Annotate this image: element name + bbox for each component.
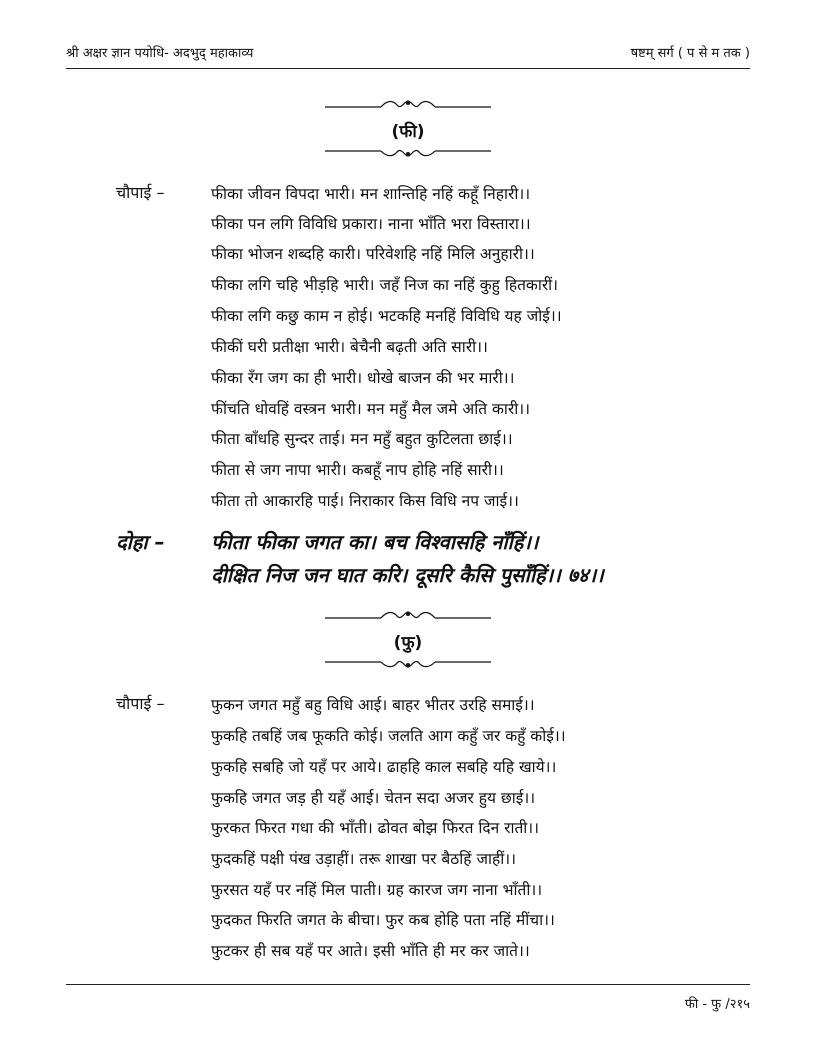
page-header xyxy=(66,40,750,69)
verse-line: फुदकहिं पक्षी पंख उड़ाहीं। तरू शाखा पर बैठहिं जाहीं।। xyxy=(211,850,516,868)
chaupai-label: चौपाई – xyxy=(116,694,165,713)
ornament-divider-icon xyxy=(323,656,493,670)
doha-line: फीता फीका जगत का। बच विश्वासहि नाँहिं।। xyxy=(211,530,539,554)
chaupai-label: चौपाई – xyxy=(116,183,165,202)
verse-line: फुकन जगत महुँ बहु विधि आई। बाहर भीतर उरहि समाई।। xyxy=(211,696,535,714)
book-title: श्री अक्षर ज्ञान पयोधि- अदभुद् महाकाव्य xyxy=(66,46,254,61)
verse-line: फींचति धोवहिं वस्त्रन भारी। मन महुँ मैल जमे अति कारी।। xyxy=(211,400,530,418)
verse-line: फुकहि तबहिं जब फूकति कोई। जलति आग कहुँ जर कहुँ कोई।। xyxy=(211,727,566,745)
ornament-divider-icon xyxy=(323,609,493,623)
verse-line: फीका भोजन शब्दहि कारी। परिवेशहि नहिं मिलि अनुहारी।। xyxy=(211,245,535,263)
footer-rule xyxy=(66,984,750,985)
verse-line: फुकहि सबहि जो यहँ पर आये। ढाहहि काल सबहि यहि खाये।। xyxy=(211,758,557,776)
verse-line: फीका लगि चहि भीड़हि भारी। जहँ निज का नहिं कुहु हितकारीं। xyxy=(211,276,559,294)
ornament-divider-icon xyxy=(323,145,493,159)
verse-line: फीकीं घरी प्रतीक्षा भारी। बेचैनी बढ़ती अति सारी।। xyxy=(211,338,488,356)
verse-line: फीता तो आकारहि पाई। निराकार किस विधि नप जाई।। xyxy=(211,492,519,510)
ornament-divider-icon xyxy=(323,98,493,112)
verse-line: फीका पन लगि विविधि प्रकारा। नाना भाँति भरा विस्तारा।। xyxy=(211,215,531,233)
verse-line: फीका रँग जग का ही भारी। धोखे बाजन की भर मारी।। xyxy=(211,369,515,387)
section-title-phi: (फी) xyxy=(391,122,425,142)
verse-line: फुरकत फिरत गधा की भाँती। ढोवत बोझ फिरत दिन राती।। xyxy=(211,819,540,837)
verse-line: फुटकर ही सब यहँ पर आते। इसी भाँति ही मर कर जाते।। xyxy=(211,942,530,960)
section-title-phu: (फु) xyxy=(393,633,423,653)
verse-line: फीका लगि कछु काम न होई। भटकहि मनहिं विविधि यह जोई।। xyxy=(211,307,562,325)
verse-line: फुरसत यहँ पर नहिं मिल पाती। ग्रह कारज जग नाना भाँती।। xyxy=(211,881,543,899)
page-number: फी - फु /२१५ xyxy=(684,997,750,1012)
verse-line: फीका जीवन विपदा भारी। मन शान्तिहि नहिं कहूँ निहारी।। xyxy=(211,185,531,203)
doha-line: दीक्षित निज जन घात करि। दूसरि कैसि पुसाँहिं।। ७४।। xyxy=(211,563,604,587)
chapter-title: षष्टम् सर्ग ( प से म तक ) xyxy=(630,46,750,61)
verse-line: फुदकत फिरति जगत के बीचा। फुर कब होहि पता नहिं मींचा।। xyxy=(211,911,555,929)
doha-label: दोहा – xyxy=(116,530,165,554)
verse-line: फुकहि जगत जड़ ही यहँ आई। चेतन सदा अजर हुय छाई।। xyxy=(211,789,536,807)
verse-line: फीता बाँधहि सुन्दर ताई। मन महुँ बहुत कुटिलता छाई।। xyxy=(211,430,513,448)
verse-line: फीता से जग नापा भारी। कबहूँ नाप होहि नहिं सारी।। xyxy=(211,461,504,479)
